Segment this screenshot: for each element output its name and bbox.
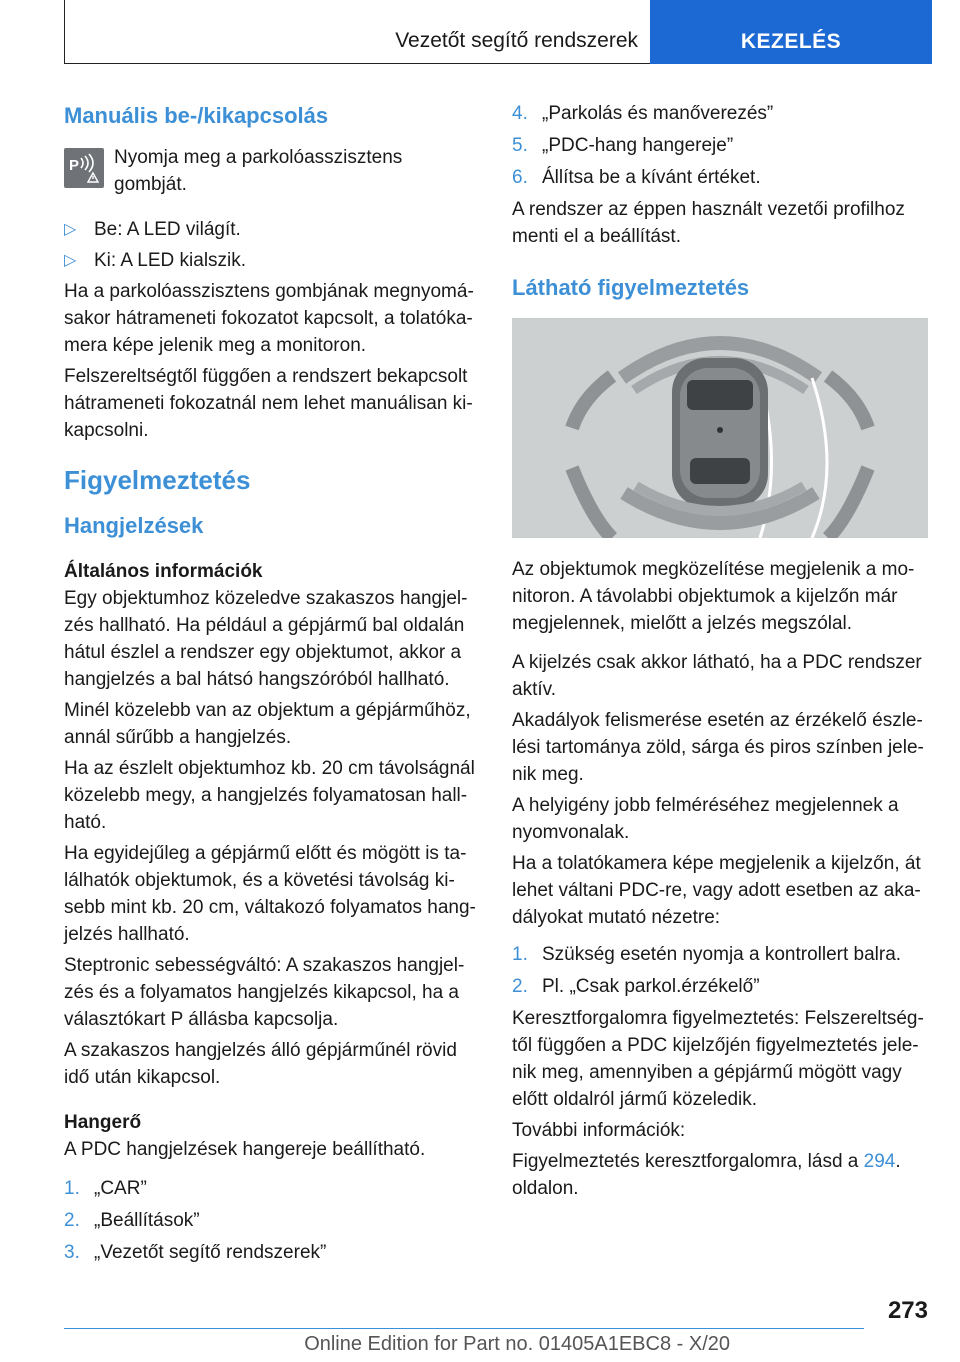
step-item: 6. Állítsa be a kívánt értéket. (512, 167, 761, 188)
heading-manual: Manuális be-/kikapcsolás (64, 103, 329, 128)
parking-assistant-button-icon (64, 148, 104, 188)
paragraph: Ha egyidejűleg a gépjármű előtt és mögött is találhatók objektumok, és a követési távolság kisebb mint kb. 20 cm, váltakozó folyamatos hangjelzés hallható. (64, 843, 476, 945)
paragraph: Steptronic sebességváltó: A szakaszos hangjelzés és a folyamatos hangjelzés kikapcsol, ha a választókart P állásba kapcsolja. (64, 955, 465, 1030)
pdc-display-illustration (512, 318, 928, 538)
paragraph: Ha az észlelt objektumhoz kb. 20 cm távolságnál közelebb megy, a hangjelzés folyamatosan hallható. (64, 758, 475, 833)
bullet-off (64, 247, 478, 274)
step-item: 1. Szükség esetén nyomja a kontrollert balra. (512, 944, 902, 965)
paragraph: További információk: (512, 1120, 686, 1141)
bullet-on (64, 216, 478, 243)
paragraph: A kijelzés csak akkor látható, ha a PDC rendszer aktív. (512, 652, 922, 700)
header-section-title: Vezetőt segítő rendszerek (395, 29, 638, 52)
paragraph: A szakaszos hangjelzés álló gépjárműnél rövid idő után kikapcsol. (64, 1040, 457, 1088)
header-chapter-label: KEZELÉS (740, 30, 842, 53)
button-instruction-text: Nyomja meg a parkolóasszisztens gombját. (114, 147, 403, 195)
paragraph: Egy objektumhoz közeledve szakaszos hangjelzés hallható. Ha például a gépjármű bal oldalán hátul észlel a rendszer egy objektumot, akkor a hangjelzés a bal hátsó hangszóróból hallható. (64, 588, 468, 690)
footer-edition: Online Edition for Part no. 01405A1EBC8 - X/20 (304, 1333, 730, 1355)
bullet-off-text: Ki: A LED kialszik. (94, 250, 247, 271)
cross-reference: Figyelmeztetés keresztforgalomra, lásd a 294. oldalon. (512, 1151, 901, 1199)
paragraph: Minél közelebb van az objektum a gépjárműhöz, annál sűrűbb a hangjelzés. (64, 700, 471, 748)
page-number: 273 (887, 1297, 928, 1324)
triangle-bullet-icon: ▷ (64, 252, 77, 269)
paragraph: Akadályok felismerése esetén az érzékelő észlelési tartománya zöld, sárga és piros színben jelenik meg. (512, 710, 924, 785)
button-instruction (64, 144, 478, 198)
step-item: 2. Pl. „Csak parkol.érzékelő” (512, 976, 760, 997)
step-item: 5. „PDC-hang hangereje” (512, 135, 734, 156)
heading-general-info: Általános információk (64, 561, 263, 582)
bullet-on-text: Be: A LED világít. (94, 219, 241, 240)
svg-text:P: P (69, 157, 80, 174)
paragraph: Ha a tolatókamera képe megjelenik a kijelzőn, át lehet váltani PDC-re, vagy adott esetben az akadályokat mutató nézetre: (512, 853, 921, 928)
header-section-box (64, 0, 650, 64)
paragraph: A helyigény jobb felméréséhez megjelennek a nyomvonalak. (512, 795, 899, 843)
step-item: 2. „Beállítások” (64, 1210, 200, 1231)
step-item: 1. „CAR” (64, 1178, 147, 1199)
step-item: 4. „Parkolás és manőverezés” (512, 103, 774, 124)
page-header (64, 0, 932, 64)
heading-visible-warning: Látható figyelmeztetés (512, 275, 750, 300)
footer-rule (64, 1328, 864, 1329)
paragraph: A PDC hangjelzések hangereje beállítható. (64, 1139, 426, 1160)
heading-signals: Hangjelzések (64, 513, 204, 538)
heading-volume: Hangerő (64, 1112, 142, 1133)
paragraph: Ha a parkolóasszisztens gombjának megnyomásakor hátrameneti fokozatot kapcsolt, a tolatókamera képe jelenik meg a monitoron. (64, 281, 474, 356)
step-item: 3. „Vezetőt segítő rendszerek” (64, 1242, 327, 1263)
paragraph: A rendszer az éppen használt vezetői profilhoz menti el a beállítást. (512, 199, 905, 247)
paragraph: Keresztforgalomra figyelmeztetés: Felszereltségtől függően a PDC kijelzőjén figyelmeztetés jelenik meg, amennyiben a gépjármű mögött vagy előtt oldalról jármű közeledik. (512, 1008, 924, 1110)
right-column (512, 100, 928, 1206)
paragraph: Felszereltségtől függően a rendszert bekapcsolt hátrameneti fokozatnál nem lehet manuálisan kikapcsolni. (64, 366, 473, 441)
heading-warning: Figyelmeztetés (64, 465, 251, 495)
left-column (64, 100, 478, 1271)
page-link-294[interactable]: 294 (863, 1151, 896, 1172)
triangle-bullet-icon: ▷ (64, 221, 77, 238)
paragraph: Az objektumok megközelítése megjelenik a monitoron. A távolabbi objektumok a kijelzőn már megjelennek, mielőtt a jelzés megszólal. (512, 559, 915, 634)
header-chapter-tab (650, 0, 932, 64)
